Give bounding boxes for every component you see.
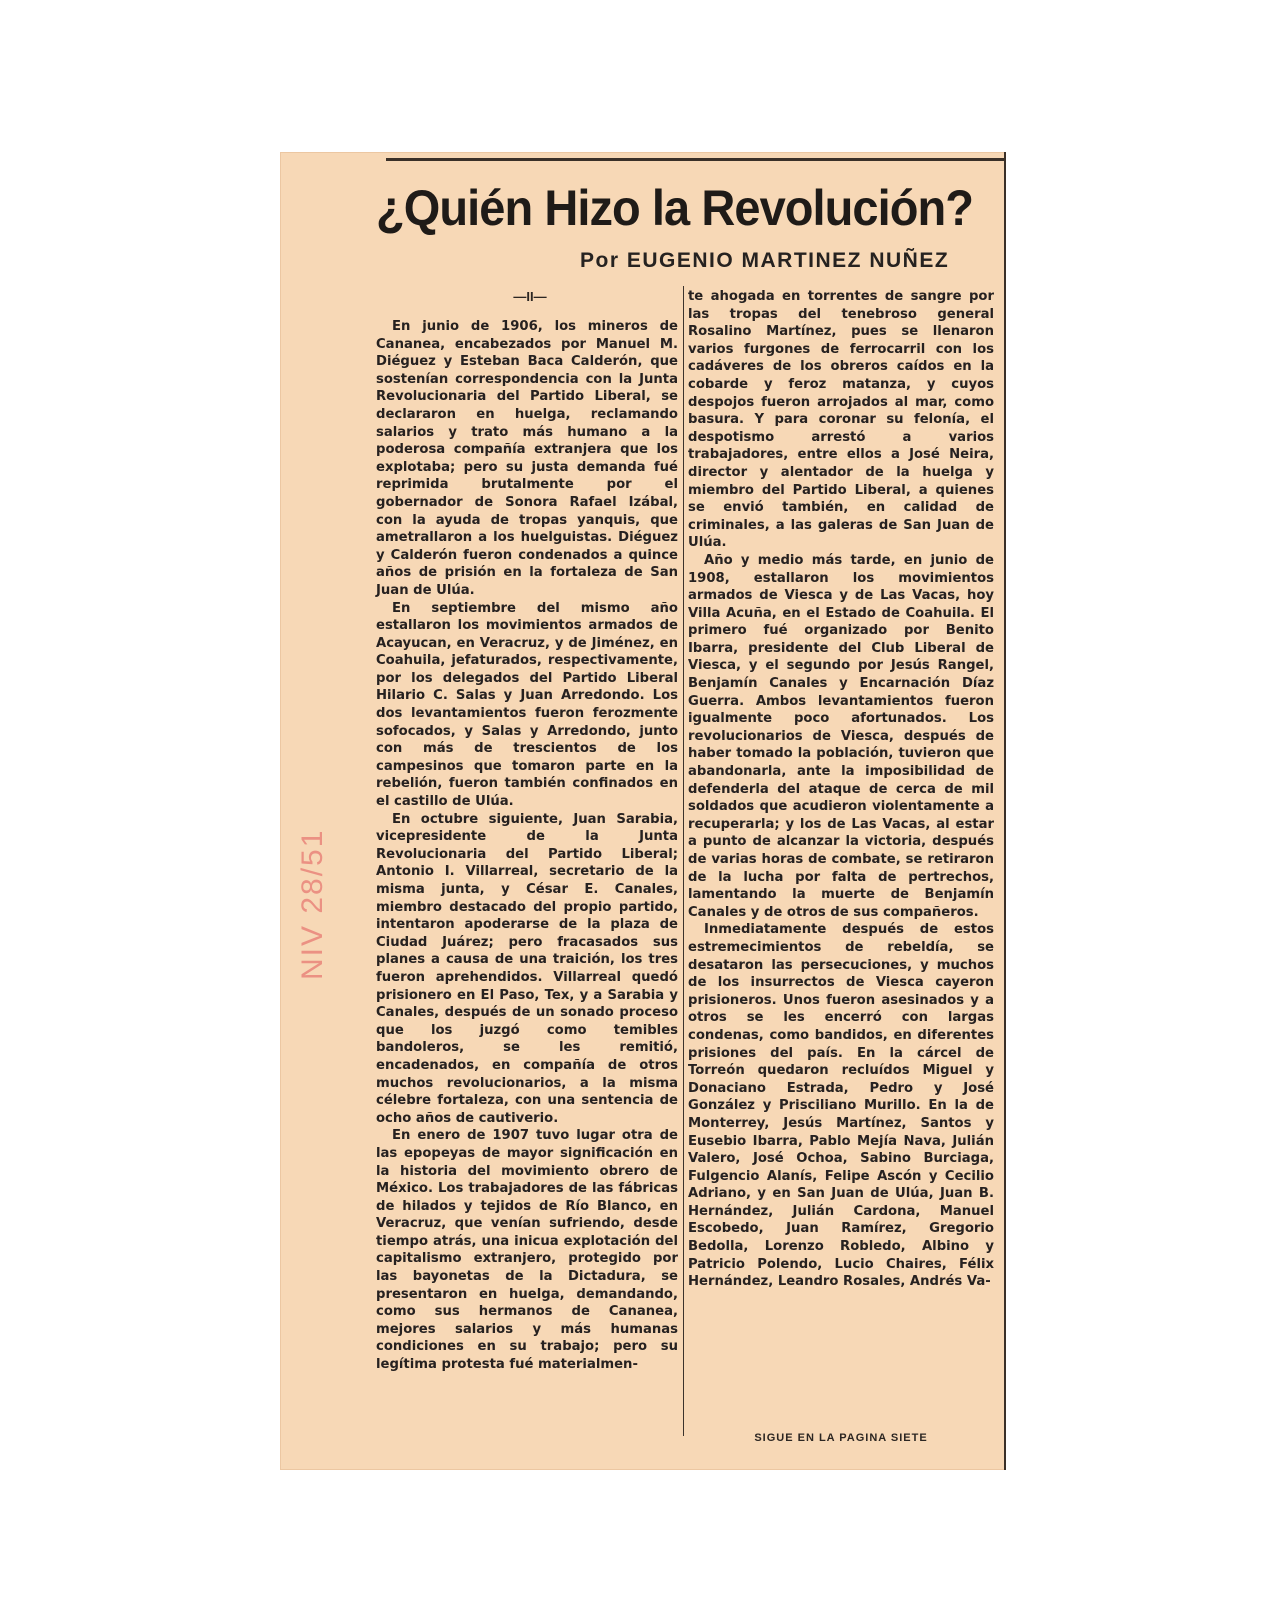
article-paragraph: En octubre siguiente, Juan Sarabia, vicepresidente de la Junta Revolucionaria del Partido Liberal; Antonio I. Villarreal, secretario de la misma junta, y César E. Canales, miembro destacado del propio partido, intentaron apoderarse de la plaza de Ciudad Juárez; pero fracasados sus planes a causa de una traición, los tres fueron aprehendidos. Villarreal quedó prisionero en El Paso, Tex, y a Sarabia y Canales, después de un sonado proceso que los juzgó como temibles bandoleros, se les remitió, encadenados, en compañía de otros muchos revolucionarios, a la misma célebre fortaleza, con una sentencia de ocho años de cautiverio. bbox=[376, 811, 678, 1126]
article-byline: Por EUGENIO MARTINEZ NUÑEZ bbox=[580, 249, 950, 272]
column-divider bbox=[683, 286, 684, 1436]
continued-note: SIGUE EN LA PAGINA SIETE bbox=[754, 1432, 928, 1444]
article-paragraph: En septiembre del mismo año estallaron los movimientos armados de Acayucan, en Veracruz, y de Jiménez, en Coahuila, jefaturados, respectivamente, por los delegados del Partido Liberal Hilario C. Salas y Juan Arredondo. Los dos levantamientos fueron ferozmente sofocados, y Salas y Arredondo, junto con más de trescientos de los campesinos que tomaron parte en la rebelión, fueron también confinados en el castillo de Ulúa. bbox=[376, 600, 678, 810]
section-numeral: —II— bbox=[513, 289, 547, 304]
right-rule bbox=[1004, 152, 1006, 1470]
top-rule bbox=[386, 158, 1004, 161]
article-paragraph: Inmediatamente después de estos estremecimientos de rebeldía, se desataron las persecuciones, y muchos de los insurrectos de Viesca cayeron prisioneros. Unos fueron asesinados y a otros se les encerró con largas condenas, como bandidos, en diferentes prisiones del país. En la cárcel de Torreón quedaron recluídos Miguel y Donaciano Estrada, Pedro y José González y Prisciliano Murillo. En la de Monterrey, Jesús Martínez, Santos y Eusebio Ibarra, Pablo Mejía Nava, Julián Valero, José Ochoa, Sabino Burciaga, Fulgencio Alanís, Felipe Ascón y Cecilio Adriano, y en San Juan de Ulúa, Juan B. Hernández, Julián Cardona, Manuel Escobedo, Juan Ramírez, Gregorio Bedolla, Lorenzo Robledo, Albino y Patricio Polendo, Lucio Chaires, Félix Hernández, Leandro Rosales, Andrés Va- bbox=[688, 922, 994, 1290]
article-title: ¿Quién Hizo la Revolución? bbox=[376, 180, 974, 236]
article-column-2 bbox=[688, 288, 994, 1291]
article-paragraph: te ahogada en torrentes de sangre por las tropas del tenebroso general Rosalino Martínez, pues se llenaron varios furgones de ferrocarril con los cadáveres de los obreros caídos en la cobarde y feroz matanza, y cuyos despojos fueron arrojados al mar, como basura. Y para coronar su felonía, el despotismo arrestó a varios trabajadores, entre ellos a José Neira, director y alentador de la huelga y miembro del Partido Liberal, a quienes se envió también, en calidad de criminales, a las galeras de San Juan de Ulúa. bbox=[688, 289, 994, 551]
handwritten-date-annotation: NIV 28/51 bbox=[296, 828, 329, 980]
article-paragraph: Año y medio más tarde, en junio de 1908, estallaron los movimientos armados de Viesca y de Las Vacas, hoy Villa Acuña, en el Estado de Coahuila. El primero fué organizado por Benito Ibarra, presidente del Club Liberal de Viesca, y el segundo por Jesús Rangel, Benjamín Canales y Encarnación Díaz Guerra. Ambos levantamientos fueron igualmente poco afortunados. Los revolucionarios de Viesca, después de haber tomado la población, tuvieron que abandonarla, ante la imposibilidad de defenderla del ataque de cerca de mil soldados que acudieron violentamente a recuperarla; y los de Las Vacas, al estar a punto de alcanzar la victoria, después de varias horas de combate, se retiraron de la lucha por falta de pertrechos, lamentando la muerte de Benjamín Canales y de otros de sus compañeros. bbox=[688, 552, 994, 920]
article-paragraph: En junio de 1906, los mineros de Cananea, encabezados por Manuel M. Diéguez y Esteban Baca Calderón, que sostenían correspondencia con la Junta Revolucionaria del Partido Liberal, se declararon en huelga, reclamando salarios y trato más humano a la poderosa compañía extranjera que los explotaba; pero su justa demanda fué reprimida brutalmente por el gobernador de Sonora Rafael Izábal, con la ayuda de tropas yanquis, que ametrallaron a los huelguistas. Diéguez y Calderón fueron condenados a quince años de prisión en la fortaleza de San Juan de Ulúa. bbox=[376, 319, 678, 598]
article-paragraph: En enero de 1907 tuvo lugar otra de las epopeyas de mayor significación en la historia del movimiento obrero de México. Los trabajadores de las fábricas de hilados y tejidos de Río Blanco, en Veracruz, que venían sufriendo, desde tiempo atrás, una inicua explotación del capitalismo extranjero, protegido por las bayonetas de la Dictadura, se presentaron en huelga, demandando, como sus hermanos de Cananea, mejores salarios y más humanas condiciones en su trabajo; pero su legítima protesta fué materialmen- bbox=[376, 1128, 678, 1373]
article-column-1 bbox=[376, 318, 678, 1374]
